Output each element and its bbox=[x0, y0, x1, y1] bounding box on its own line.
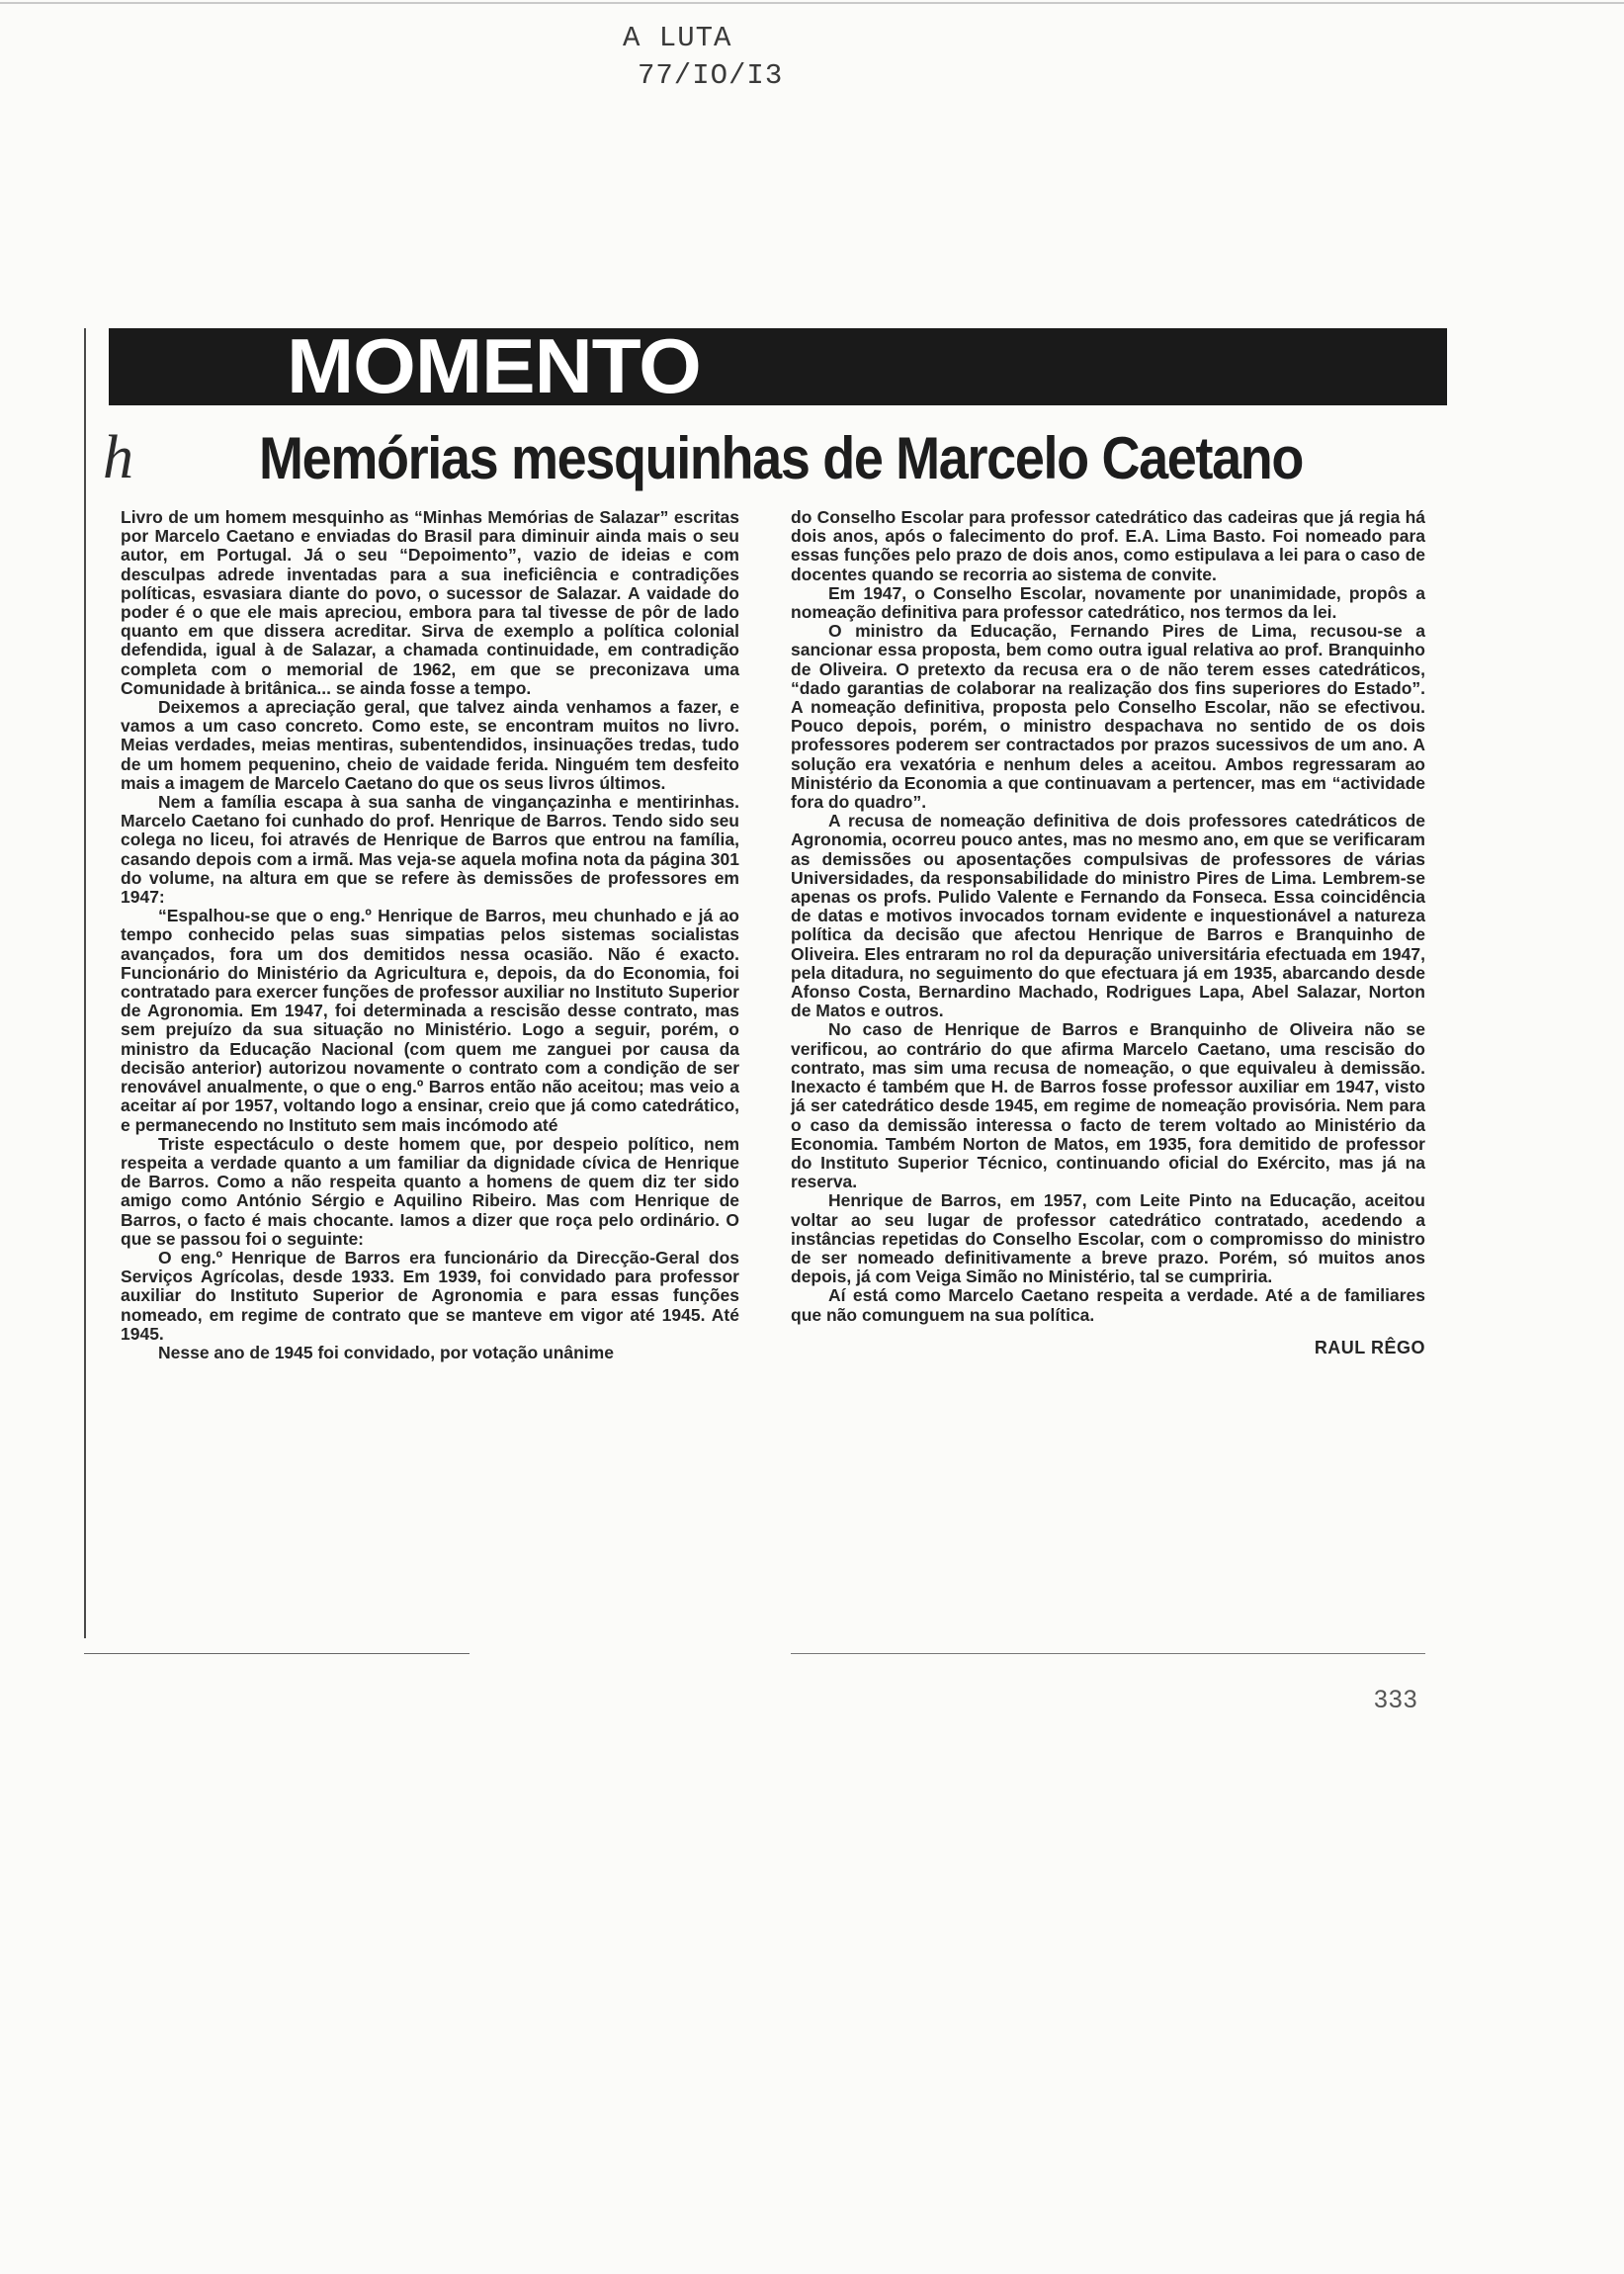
stamp-source: A LUTA bbox=[623, 22, 732, 54]
paragraph: O eng.º Henrique de Barros era funcionário da Direcção-Geral dos Serviços Agrícolas, desde 1933. Em 1939, foi convidado para professor auxiliar do Instituto Superior de Agronomia e para essas funções nomeado, em regime de contrato que se manteve em vigor até 1945. Até 1945. bbox=[121, 1247, 739, 1344]
paragraph: No caso de Henrique de Barros e Branquinho de Oliveira não se verificou, ao contrário do que afirma Marcelo Caetano, uma rescisão do contrato, mas sim uma recusa de nomeação, o que equivaleu à demissão. Inexacto é também que H. de Barros fosse professor auxiliar em 1947, visto já ser catedrático desde 1945, em regime de nomeação provisória. Nem para o caso da demissão interessa o facto de terem voltado ao Ministério da Economia. Também Norton de Matos, em 1935, fora demitido de professor do Instituto Superior Técnico, continuando oficial do Exército, mas já na reserva. bbox=[791, 1019, 1425, 1192]
author-signature: RAUL RÊGO bbox=[1314, 1337, 1425, 1357]
paragraph: Henrique de Barros, em 1957, com Leite Pinto na Educação, aceitou voltar ao seu lugar de professor catedrático contratado, acedendo a instâncias repetidas do Conselho Escolar, com o compromisso do ministro de ser nomeado definitivamente a breve prazo. Porém, só muitos anos depois, já com Veiga Simão no Ministério, tal se cumpriria. bbox=[791, 1190, 1425, 1287]
paragraph: A recusa de nomeação definitiva de dois professores catedráticos de Agronomia, ocorreu pouco antes, mas no mesmo ano, em que se verificaram as demissões ou aposentações compulsivas de professores de várias Universidades, da responsabilidade do ministro Pires de Lima. Lembrem-se apenas os profs. Pulido Valente e Fernando da Fonseca. Essa coincidência de datas e motivos invocados tornam evidente e inquestionável a natureza política da decisão que afectou Henrique de Barros e Branquinho de Oliveira. Eles entraram no rol da depuração universitária efectuada em 1947, pela ditadura, no seguimento do que efectuara já em 1935, abarcando desde Afonso Costa, Bernardino Machado, Rodrigues Lapa, Abel Salazar, Norton de Matos e outros. bbox=[791, 811, 1425, 1021]
quoted-paragraph: “Espalhou-se que o eng.º Henrique de Barros, meu chunhado e já ao tempo conhecido pelas suas simpatias pelos sistemas socialistas avançados, fora um dos demitidos nessa ocasião. Não é exacto. Funcionário do Ministério da Agricultura e, depois, da do Economia, foi contratado para exercer funções de professor auxiliar no Instituto Superior de Agronomia. Em 1947, foi determinada a rescisão desse contrato, mas sem prejuízo da sua situação no Ministério. Logo a seguir, porém, o ministro da Educação Nacional (com quem me zanguei por causa da decisão anterior) autorizou novamente o contrato com a condição de ser renovável anualmente, o que o eng.º Barros então não aceitou; mas veio a aceitar aí por 1957, voltando logo a ensinar, creio que já como catedrático, e permanecendo no Instituto sem mais incómodo até bbox=[121, 906, 739, 1135]
left-margin-rule bbox=[84, 328, 86, 1638]
bottom-rule-right bbox=[791, 1653, 1425, 1654]
paragraph: Deixemos a apreciação geral, que talvez ainda venhamos a fazer, e vamos a um caso concreto. Como este, se encontram muitos no livro. Meias verdades, meias mentiras, subentendidos, insinuações tredas, tudo de um homem pequenino, cheio de vaidade ferida. Ninguém tem desfeito mais a imagem de Marcelo Caetano do que os seus livros últimos. bbox=[121, 697, 739, 793]
paragraph: O ministro da Educação, Fernando Pires de Lima, recusou-se a sancionar essa proposta, bem como outra igual relativa ao prof. Branquinho de Oliveira. O pretexto da recusa era o de não terem esses catedráticos, “dado garantias de colaborar na realização dos fins superiores do Estado”. A nomeação definitiva, proposta pelo Conselho Escolar, não se efectivou. Pouco depois, porém, o ministro despachava no sentido de os dois professores poderem ser contractados por prazos sucessivos de um ano. A solução era vexatória e nenhum deles a aceitou. Ambos regressaram ao Ministério da Economia a que continuavam a pertencer, mas em “actividade fora do quadro”. bbox=[791, 621, 1425, 813]
article-column-left bbox=[121, 508, 739, 1362]
stamp-date: 77/IO/I3 bbox=[638, 59, 784, 92]
paragraph: Em 1947, o Conselho Escolar, novamente por unanimidade, propôs a nomeação definitiva para professor catedrático, nos termos da lei. bbox=[791, 582, 1425, 623]
top-edge-line bbox=[0, 2, 1624, 4]
paragraph: Livro de um homem mesquinho as “Minhas Memórias de Salazar” escritas por Marcelo Caetano e enviadas do Brasil para diminuir ainda mais o seu autor, em Portugal. Já o seu “Depoimento”, vazio de ideias e com desculpas adrede inventadas para a sua ineficiência e contradições políticas, esvasiara diante do povo, o sucessor de Salazar. A vaidade do poder é o que ele mais apreciou, embora para tal tivesse de pôr de lado quanto em que dissera acreditar. Sirva de exemplo a política colonial defendida, igual à de Salazar, a chamada continuidade, em contradição completa com o memorial de 1962, em que se preconizava uma Comunidade à britânica... se ainda fosse a tempo. bbox=[121, 507, 739, 698]
section-title: MOMENTO bbox=[287, 328, 701, 405]
paragraph: Nem a família escapa à sua sanha de vingançazinha e mentirinhas. Marcelo Caetano foi cunhado do prof. Henrique de Barros. Tendo sido seu colega no liceu, foi através de Henrique de Barros que entrou na família, casando depois com a irmã. Mas veja-se aquela mofina nota da página 301 do volume, na altura em que se refere às demissões de professores em 1947: bbox=[121, 792, 739, 908]
paragraph: Nesse ano de 1945 foi convidado, por votação unânime bbox=[158, 1342, 614, 1362]
article-column-right bbox=[791, 508, 1425, 1357]
article-headline: Memórias mesquinhas de Marcelo Caetano bbox=[259, 425, 1304, 491]
paragraph: Aí está como Marcelo Caetano respeita a verdade. Até a de familiares que não comunguem na sua política. bbox=[791, 1285, 1425, 1325]
handwritten-mark: h bbox=[103, 424, 133, 491]
page-number: 333 bbox=[1374, 1686, 1418, 1713]
paragraph: do Conselho Escolar para professor catedrático das cadeiras que já regia há dois anos, após o falecimento do prof. E.A. Lima Basto. Foi nomeado para essas funções pelo prazo de dois anos, como estipulava a lei para o caso de docentes quando se recorria ao sistema de convite. bbox=[791, 507, 1425, 584]
paragraph: Triste espectáculo o deste homem que, por despeio político, nem respeita a verdade quanto a um familiar da dignidade cívica de Henrique de Barros. Como a não respeita quanto a homens de quem diz ter sido amigo como António Sérgio e Aquilino Ribeiro. Mas com Henrique de Barros, o facto é mais chocante. Iamos a dizer que roça pelo ordinário. O que se passou foi o seguinte: bbox=[121, 1133, 739, 1249]
section-banner bbox=[109, 328, 1447, 405]
bottom-rule-left bbox=[84, 1653, 470, 1654]
archive-stamp bbox=[623, 20, 820, 95]
